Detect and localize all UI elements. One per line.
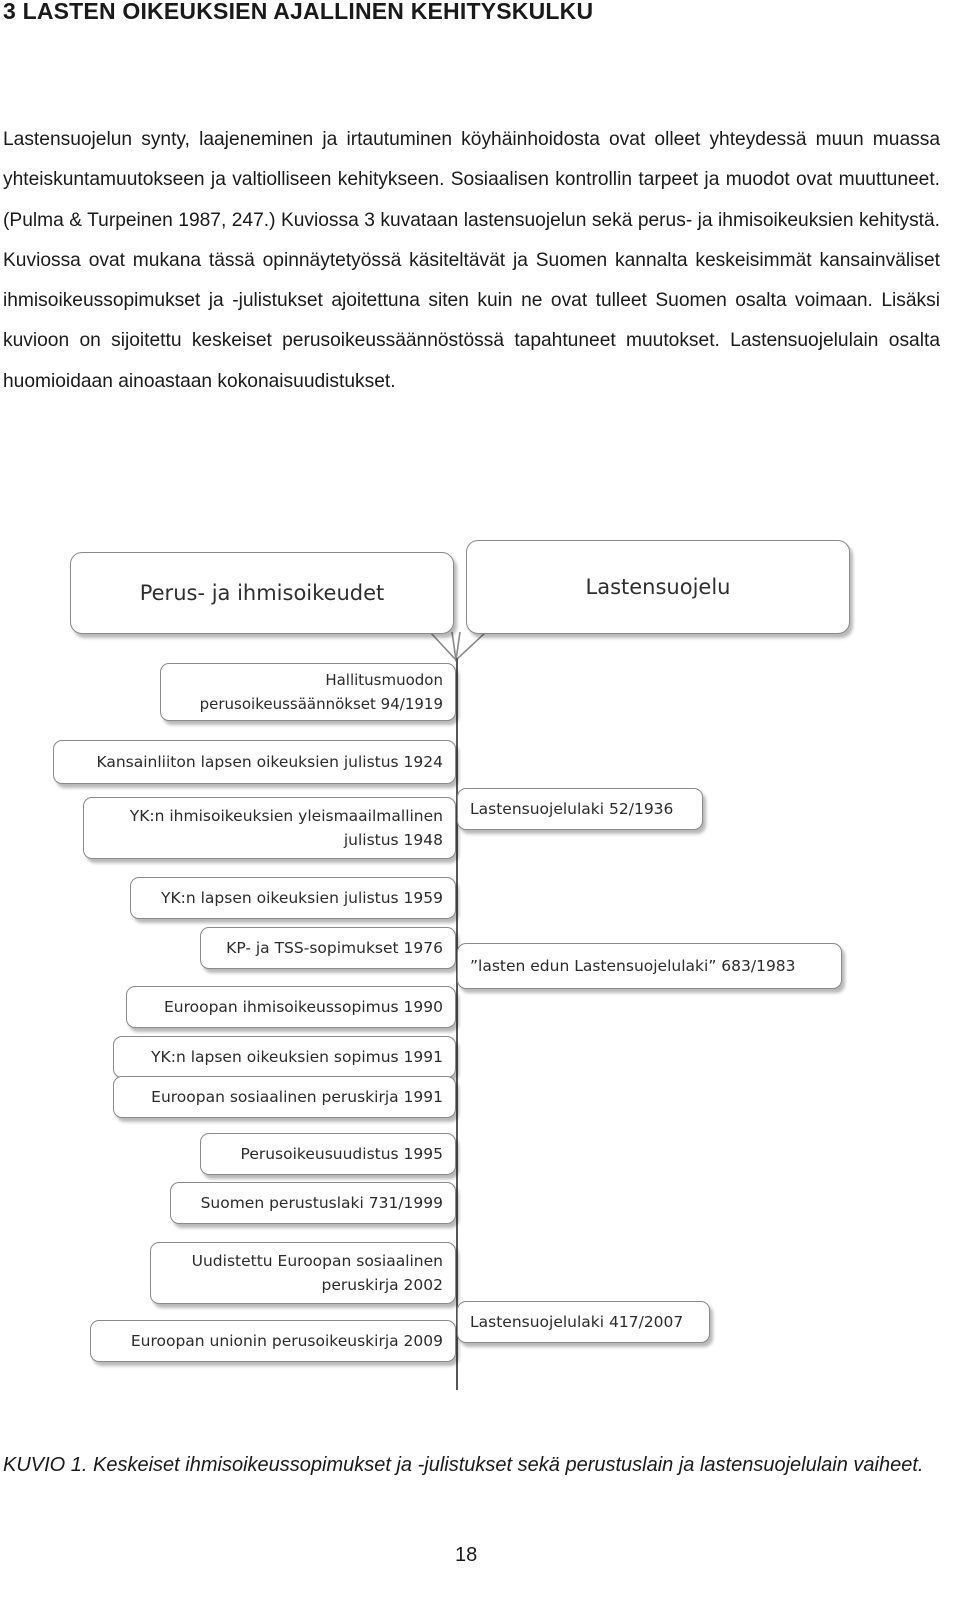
item-kp-tss-sopimukset: KP- ja TSS-sopimukset 1976 (200, 927, 456, 969)
item-hallitusmuodon-perusoikeussaannokset: Hallitusmuodon perusoikeussäännökset 94/1919 (160, 663, 456, 721)
item-lastensuojelulaki-1983: ”lasten edun Lastensuojelulaki” 683/1983 (457, 943, 842, 989)
item-suomen-perustuslaki: Suomen perustuslaki 731/1999 (170, 1182, 456, 1224)
item-euroopan-ihmisoikeussopimus: Euroopan ihmisoikeussopimus 1990 (126, 986, 456, 1028)
item-yk-lapsen-oikeuksien-julistus: YK:n lapsen oikeuksien julistus 1959 (130, 877, 456, 919)
item-uudistettu-euroopan-sosiaalinen-peruskirja: Uudistettu Euroopan sosiaalinen peruskirja 2002 (150, 1242, 456, 1304)
item-perusoikeusuudistus: Perusoikeusuudistus 1995 (200, 1133, 456, 1175)
item-lastensuojelulaki-2007: Lastensuojelulaki 417/2007 (457, 1301, 710, 1343)
header-perus-ja-ihmisoikeudet: Perus- ja ihmisoikeudet (70, 552, 454, 634)
timeline-diagram (0, 530, 960, 1400)
figure-caption: KUVIO 1. Keskeiset ihmisoikeussopimukset ja -julistukset sekä perustuslain ja lastensuojelulain vaiheet. (3, 1454, 924, 1476)
page-heading: 3 LASTEN OIKEUKSIEN AJALLINEN KEHITYSKULKU (3, 0, 594, 24)
item-euroopan-sosiaalinen-peruskirja: Euroopan sosiaalinen peruskirja 1991 (113, 1076, 456, 1118)
item-yk-lapsen-oikeuksien-sopimus: YK:n lapsen oikeuksien sopimus 1991 (113, 1036, 456, 1078)
item-lastensuojelulaki-1936: Lastensuojelulaki 52/1936 (457, 788, 703, 830)
header-lastensuojelu: Lastensuojelu (466, 540, 850, 634)
body-paragraph: Lastensuojelun synty, laajeneminen ja irtautuminen köyhäinhoidosta ovat olleet yhteydessä muun muassa yhteiskuntamuutokseen ja valtiolliseen kehitykseen. Sosiaalisen kontrollin tarpeet ja muodot ovat muuttuneet. (Pulma & Turpeinen 1987, 247.) Kuviossa 3 kuvataan lastensuojelun sekä perus- ja ihmisoikeuksien kehitystä. Kuviossa ovat mukana tässä opinnäytetyössä käsiteltävät ja Suomen kannalta keskeisimmät kansainväliset ihmisoikeussopimukset ja -julistukset ajoitettuna siten kuin ne ovat tulleet Suomen osalta voimaan. Lisäksi kuvioon on sijoitettu keskeiset perusoikeussäännöstössä tapahtuneet muutokset. Lastensuojelulain osalta huomioidaan ainoastaan kokonaisuudistukset. (3, 129, 940, 392)
item-euroopan-unionin-perusoikeuskirja: Euroopan unionin perusoikeuskirja 2009 (90, 1320, 456, 1362)
item-kansainliiton-julistus: Kansainliiton lapsen oikeuksien julistus 1924 (53, 740, 456, 784)
page-number: 18 (455, 1544, 478, 1566)
timeline-axis (456, 658, 458, 1390)
item-yk-ihmisoikeuksien-julistus: YK:n ihmisoikeuksien yleismaailmallinen julistus 1948 (83, 797, 456, 859)
